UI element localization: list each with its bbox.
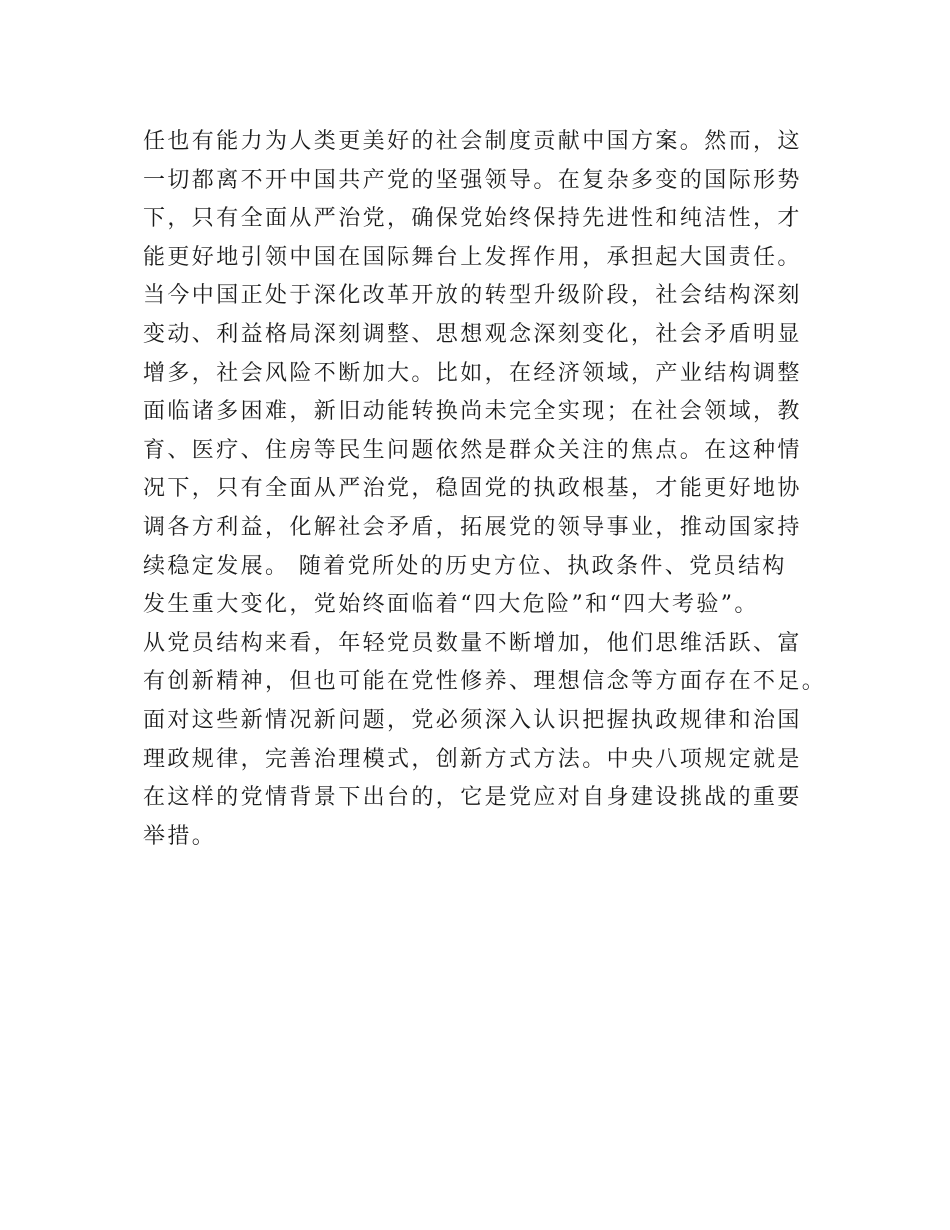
text-line-15: 有创新精神，但也可能在党性修养、理想信念等方面存在不足。 <box>143 669 827 695</box>
text-line-18: 在这样的党情背景下出台的，它是党应对自身建设挑战的重要 <box>143 785 802 811</box>
text-line-9: 育、医疗、住房等民生问题依然是群众关注的焦点。在这种情 <box>143 437 802 463</box>
text-line-5: 当今中国正处于深化改革开放的转型升级阶段，社会结构深刻 <box>143 283 802 309</box>
text-line-19: 举措。 <box>143 823 217 849</box>
text-line-7: 增多，社会风险不断加大。比如，在经济领域，产业结构调整 <box>143 360 802 386</box>
text-line-2: 一切都离不开中国共产党的坚强领导。在复杂多变的国际形势 <box>143 167 802 193</box>
text-line-1: 任也有能力为人类更美好的社会制度贡献中国方案。然而，这 <box>143 129 802 154</box>
text-line-13: 发生重大变化，党始终面临着“四大危险”和“四大考验”。 <box>143 592 759 618</box>
text-line-8: 面临诸多困难，新旧动能转换尚未完全实现；在社会领域，教 <box>143 399 802 425</box>
text-line-16: 面对这些新情况新问题，党必须深入认识把握执政规律和治国 <box>143 707 802 733</box>
text-line-6: 变动、利益格局深刻调整、思想观念深刻变化，社会矛盾明显 <box>143 321 802 347</box>
text-line-14: 从党员结构来看，年轻党员数量不断增加，他们思维活跃、富 <box>143 630 802 656</box>
text-line-3: 下，只有全面从严治党，确保党始终保持先进性和纯洁性，才 <box>143 206 802 232</box>
text-line-4: 能更好地引领中国在国际舞台上发挥作用，承担起大国责任。 <box>143 244 802 270</box>
text-line-17: 理政规律，完善治理模式，创新方式方法。中央八项规定就是 <box>143 746 802 772</box>
text-line-11: 调各方利益，化解社会矛盾，拓展党的领导事业，推动国家持 <box>143 514 802 540</box>
body-text <box>143 123 843 856</box>
text-line-12: 续稳定发展。 随着党所处的历史方位、执政条件、党员结构 <box>143 553 787 579</box>
text-line-10: 况下，只有全面从严治党，稳固党的执政根基，才能更好地协 <box>143 476 802 502</box>
